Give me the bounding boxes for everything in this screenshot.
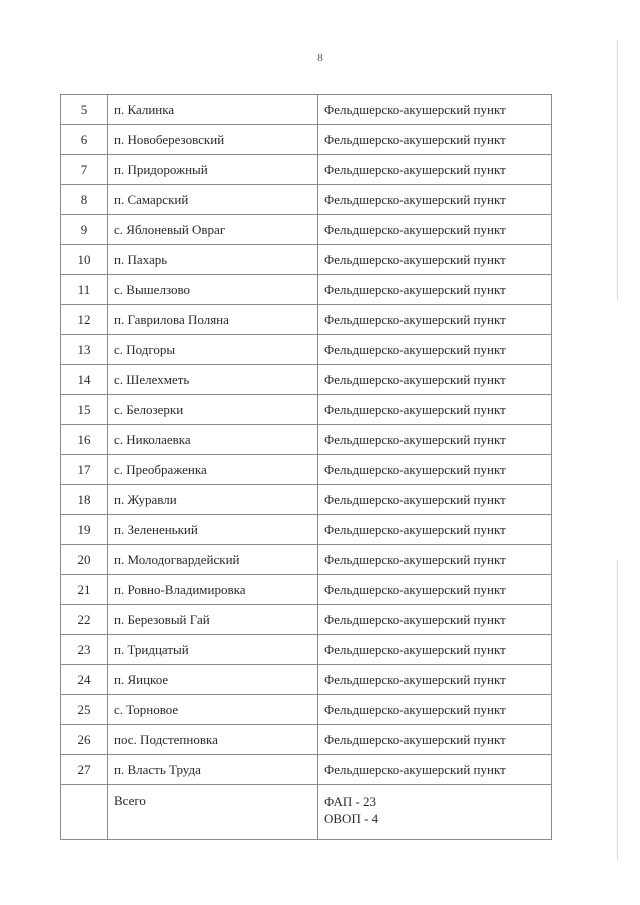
table-row [61,305,552,335]
table-row [61,755,552,785]
row-number-cell: 10 [61,245,108,275]
settlement-cell: п. Журавли [108,485,318,515]
facility-type-cell: Фельдшерско-акушерский пункт [318,485,552,515]
facility-type-cell: Фельдшерско-акушерский пункт [318,425,552,455]
row-number-cell: 7 [61,155,108,185]
row-number-cell: 15 [61,395,108,425]
table-row [61,605,552,635]
settlement-cell: с. Преображенка [108,455,318,485]
facility-type-cell: Фельдшерско-акушерский пункт [318,695,552,725]
table-row [61,635,552,665]
facility-type-cell: Фельдшерско-акушерский пункт [318,635,552,665]
settlement-cell: с. Белозерки [108,395,318,425]
facility-type-cell: Фельдшерско-акушерский пункт [318,365,552,395]
table-row [61,95,552,125]
table-row [61,485,552,515]
table-row [61,245,552,275]
settlement-cell: п. Новоберезовский [108,125,318,155]
settlement-cell: с. Вышелзово [108,275,318,305]
facility-type-cell: Фельдшерско-акушерский пункт [318,335,552,365]
settlement-cell: с. Подгоры [108,335,318,365]
table-row [61,335,552,365]
table-row [61,425,552,455]
row-number-cell: 27 [61,755,108,785]
row-number-cell: 22 [61,605,108,635]
settlement-cell: п. Березовый Гай [108,605,318,635]
settlement-cell: пос. Подстепновка [108,725,318,755]
table-row [61,365,552,395]
scan-margin-artifact [617,560,618,860]
settlement-cell: п. Зелененький [108,515,318,545]
row-number-cell: 24 [61,665,108,695]
facility-type-cell: Фельдшерско-акушерский пункт [318,395,552,425]
row-number-cell: 5 [61,95,108,125]
settlement-cell: п. Власть Труда [108,755,318,785]
table-row [61,515,552,545]
table-row [61,185,552,215]
row-number-cell: 26 [61,725,108,755]
row-number-cell: 16 [61,425,108,455]
total-summary-cell [318,785,552,840]
facility-type-cell: Фельдшерско-акушерский пункт [318,95,552,125]
settlement-cell: с. Яблоневый Овраг [108,215,318,245]
row-number-cell: 21 [61,575,108,605]
settlement-cell: п. Придорожный [108,155,318,185]
total-ovop-line: ОВОП - 4 [324,811,379,826]
facility-type-cell: Фельдшерско-акушерский пункт [318,275,552,305]
table-row [61,215,552,245]
settlement-cell: п. Тридцатый [108,635,318,665]
table-row [61,125,552,155]
row-number-cell: 6 [61,125,108,155]
table-row [61,665,552,695]
row-number-cell: 18 [61,485,108,515]
facility-type-cell: Фельдшерско-акушерский пункт [318,305,552,335]
row-number-cell: 19 [61,515,108,545]
total-num-cell [61,785,108,840]
settlement-cell: п. Самарский [108,185,318,215]
table-row [61,695,552,725]
facility-type-cell: Фельдшерско-акушерский пункт [318,125,552,155]
facility-type-cell: Фельдшерско-акушерский пункт [318,665,552,695]
facility-type-cell: Фельдшерско-акушерский пункт [318,545,552,575]
row-number-cell: 12 [61,305,108,335]
settlement-cell: п. Калинка [108,95,318,125]
row-number-cell: 23 [61,635,108,665]
row-number-cell: 14 [61,365,108,395]
settlement-cell: п. Пахарь [108,245,318,275]
settlement-cell: п. Гаврилова Поляна [108,305,318,335]
facility-type-cell: Фельдшерско-акушерский пункт [318,755,552,785]
row-number-cell: 25 [61,695,108,725]
row-number-cell: 20 [61,545,108,575]
table-row [61,155,552,185]
facility-type-cell: Фельдшерско-акушерский пункт [318,605,552,635]
facility-type-cell: Фельдшерско-акушерский пункт [318,185,552,215]
scan-margin-artifact [617,40,618,300]
page-number: 8 [317,52,323,64]
row-number-cell: 11 [61,275,108,305]
facility-type-cell: Фельдшерско-акушерский пункт [318,245,552,275]
settlement-cell: п. Молодогвардейский [108,545,318,575]
row-number-cell: 8 [61,185,108,215]
medical-facilities-table [60,94,552,840]
settlement-cell: с. Торновое [108,695,318,725]
facility-type-cell: Фельдшерско-акушерский пункт [318,215,552,245]
table-row [61,455,552,485]
table-body [61,95,552,840]
facility-type-cell: Фельдшерско-акушерский пункт [318,725,552,755]
table-row [61,275,552,305]
total-fap-line: ФАП - 23 [324,794,377,809]
settlement-cell: п. Яицкое [108,665,318,695]
row-number-cell: 13 [61,335,108,365]
facility-type-cell: Фельдшерско-акушерский пункт [318,155,552,185]
settlement-cell: п. Ровно-Владимировка [108,575,318,605]
facility-type-cell: Фельдшерско-акушерский пункт [318,515,552,545]
table-row [61,575,552,605]
table-row [61,725,552,755]
total-label-cell: Всего [108,785,318,840]
settlement-cell: с. Шелехметь [108,365,318,395]
facility-type-cell: Фельдшерско-акушерский пункт [318,575,552,605]
settlement-cell: с. Николаевка [108,425,318,455]
table-row [61,545,552,575]
row-number-cell: 17 [61,455,108,485]
table-row [61,395,552,425]
total-row [61,785,552,840]
facility-type-cell: Фельдшерско-акушерский пункт [318,455,552,485]
row-number-cell: 9 [61,215,108,245]
